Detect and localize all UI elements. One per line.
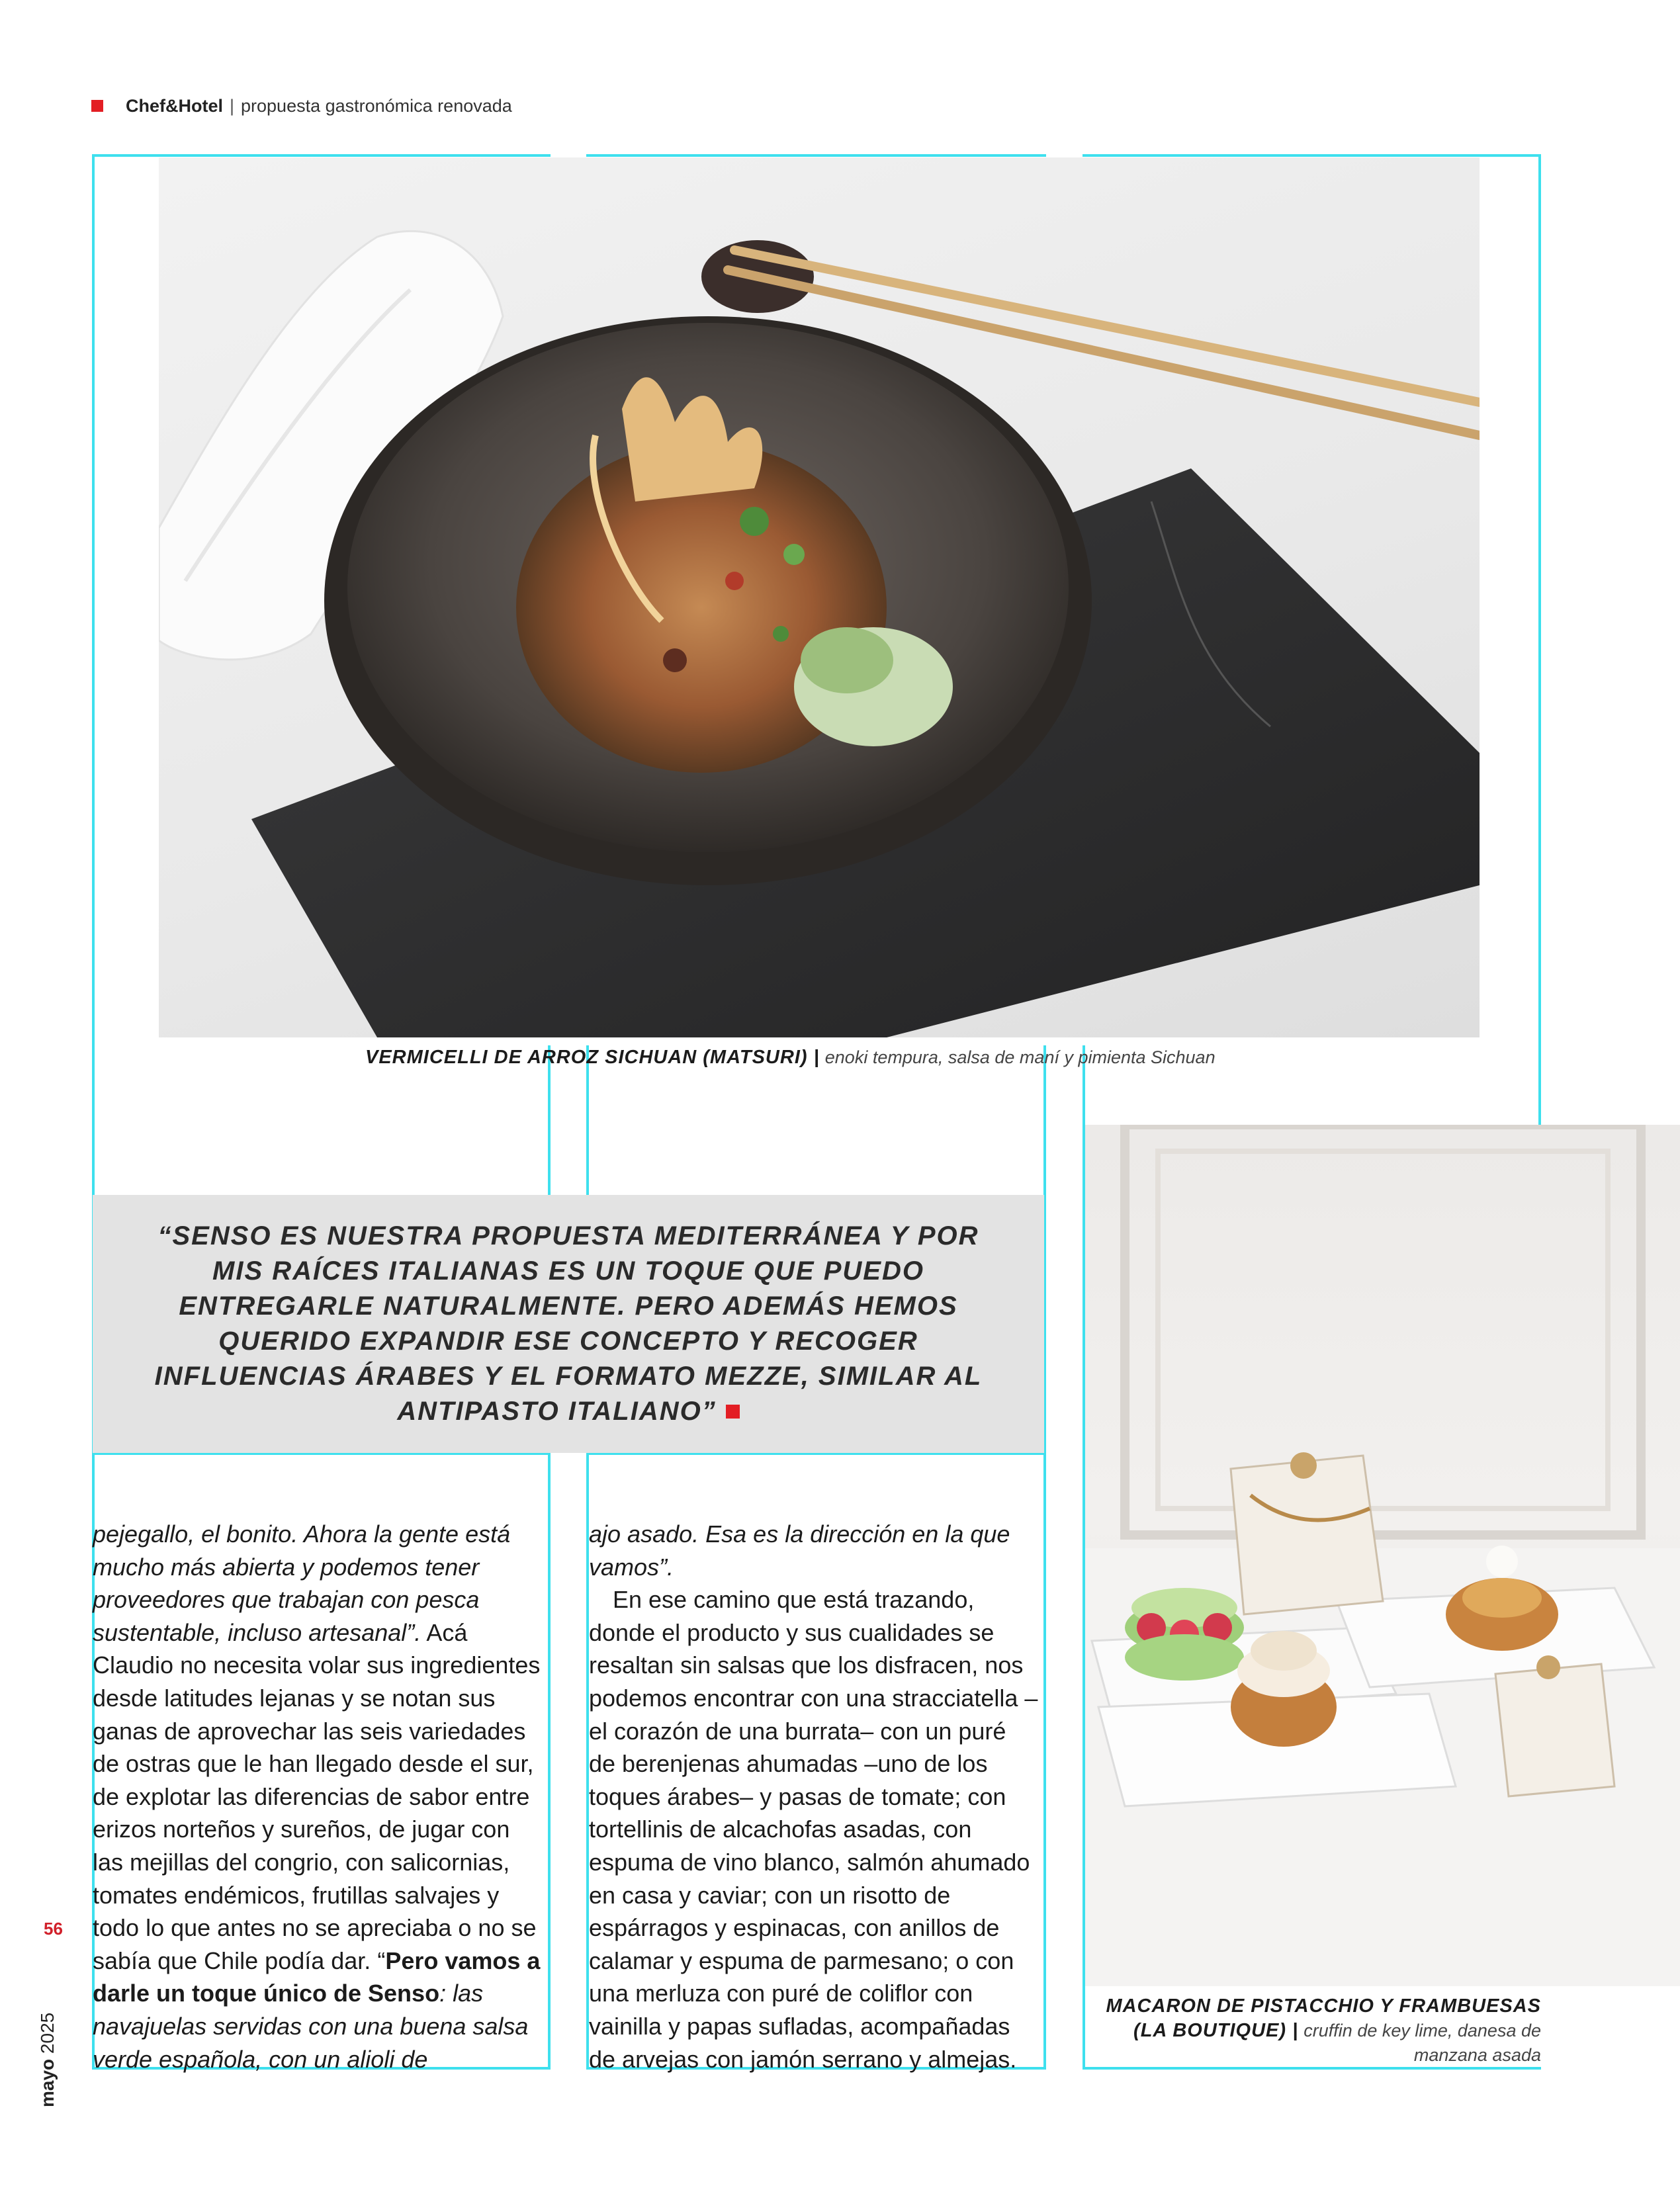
issue-year: 2025 — [37, 2012, 58, 2054]
red-square-marker — [91, 100, 103, 112]
pastries-illustration — [1085, 1125, 1680, 1986]
quote-italic: ajo asado. Esa es la dirección en la que vamos”. — [589, 1520, 1010, 1581]
guide-line — [1538, 154, 1541, 1127]
guide-line — [92, 154, 551, 157]
running-header — [91, 93, 512, 119]
article-paragraph — [589, 1518, 1039, 1583]
page-number: 56 — [44, 1919, 63, 1939]
caption-dish-name: MACARON DE PISTACCHIO Y FRAMBUESAS (LA BOUTIQUE) | — [1106, 1995, 1541, 2041]
bold-quote: Pero vamos a darle un toque único de Senso — [93, 1947, 541, 2007]
section-title: propuesta gastronómica renovada — [241, 95, 512, 116]
issue-month: mayo — [37, 2058, 58, 2107]
body-text: Acá Claudio no necesita volar sus ingredientes desde latitudes lejanas y se notan sus ganas de aprovechar las seis variedades de ostras que le han llegado desde el sur, de explotar las diferencias de sabor entre erizos norteños y sureños, de jugar con las mejillas del congrio, con salicornias, tomates endémicos, frutillas salvajes y todo lo que antes no se apreciaba o no se sabía que Chile podía dar. “ — [93, 1618, 541, 1974]
pull-quote — [93, 1195, 1044, 1453]
caption-description: enoki tempura, salsa de maní y pimienta Sichuan — [824, 1047, 1216, 1067]
caption-dish-name: VERMICELLI DE ARROZ SICHUAN (MATSURI) | — [365, 1047, 820, 1068]
article-paragraph: En ese camino que está trazando, donde el producto y sus cualidades se resaltan sin salsas que los disfracen, nos podemos encontrar con una stracciatella –el corazón de una burrata– con un puré de berenjenas ahumadas –uno de los toques árabes– y pasas de tomate; con tortellinis de alcachofas asadas, con espuma de vino blanco, salmón ahumado en casa y caviar; con un risotto de espárragos y espinacas, con anillos de calamar y espuma de parmesano; o con una merluza con puré de coliflor con vainilla y papas sufladas, acompañadas de arvejas con jamón serrano y almejas. — [589, 1586, 1038, 2073]
issue-date — [37, 2013, 58, 2107]
article-column-1 — [93, 1518, 543, 2076]
dish-photo-pastries — [1085, 1125, 1680, 1986]
header-separator: | — [230, 95, 235, 116]
dish-photo-vermicelli — [159, 157, 1480, 1037]
caption-description: cruffin de key lime, danesa de manzana asada — [1304, 2021, 1541, 2065]
vermicelli-bowl-illustration — [159, 157, 1480, 1037]
guide-line — [586, 154, 1046, 157]
quote-italic: : las navajuelas servidas con una buena salsa verde española, con un alioli de — [93, 1980, 529, 2073]
red-square-end-marker — [726, 1405, 740, 1419]
pull-quote-text: “SENSO ES NUESTRA PROPUESTA MEDITERRÁNEA Y POR MIS RAÍCES ITALIANAS ES UN TOQUE QUE PUEDO ENTREGARLE NATURALMENTE. PERO ADEMÁS HEMOS QUERIDO EXPANDIR ESE CONCEPTO Y RECOGER INFLUENCIAS ÁRABES Y EL FORMATO MEZZE, SIMILAR AL ANTIPASTO ITALIANO” — [154, 1221, 983, 1426]
article-paragraph — [93, 1518, 543, 2076]
photo-caption-top — [365, 1047, 1216, 1069]
pull-quote-container — [138, 1219, 998, 1429]
magazine-brand: Chef&Hotel — [126, 95, 223, 116]
quote-italic: pejegallo, el bonito. Ahora la gente está mucho más abierta y podemos tener proveedores que trabajan con pesca sustentable, incluso artesanal”. — [93, 1520, 511, 1646]
guide-line — [1083, 154, 1541, 157]
article-column-2 — [589, 1518, 1039, 2076]
photo-caption-bottom — [1104, 1994, 1541, 2068]
